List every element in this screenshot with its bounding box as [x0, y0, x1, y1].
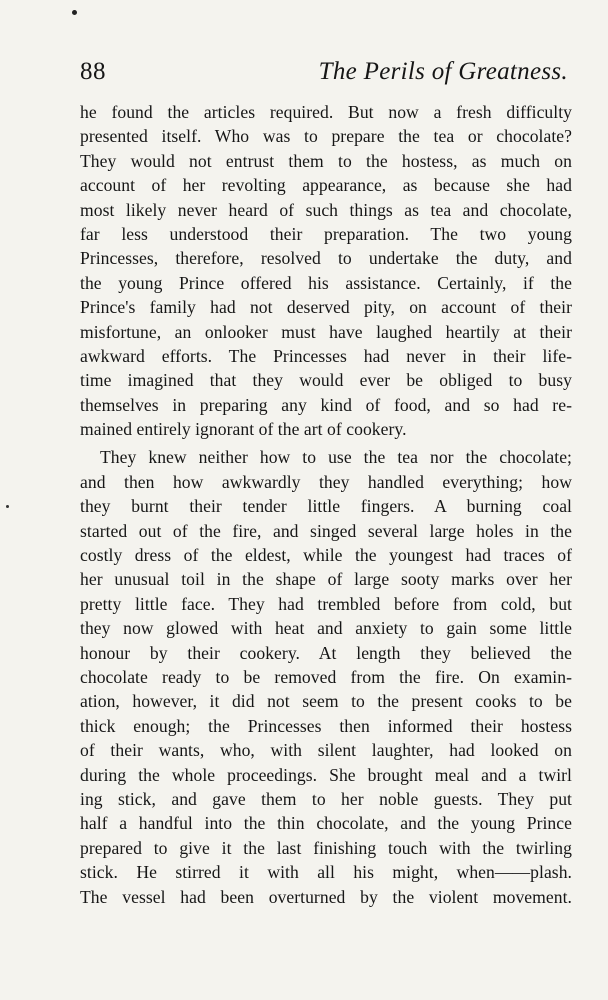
text-line: misfortune, an onlooker must have laughed heartily at their — [80, 321, 572, 342]
text-line: account of her revolting appearance, as because she had — [80, 175, 572, 196]
text-line: and then how awkwardly they handled everything; how — [80, 471, 572, 492]
text-line: half a handful into the thin chocolate, and the young Prince — [80, 813, 572, 834]
text-line: Princesses, therefore, resolved to undertake the duty, and — [80, 248, 572, 269]
text-line: ing stick, and gave them to her noble guests. They put — [80, 788, 572, 809]
text-line: they burnt their tender little fingers. A burning coal — [80, 496, 572, 517]
paragraph-2 — [80, 445, 572, 908]
body-text — [80, 100, 572, 909]
text-line: he found the articles required. But now a fresh difficulty — [80, 102, 572, 122]
paragraph-1 — [80, 100, 572, 441]
text-line: mained entirely ignorant of the art of cookery. — [80, 419, 407, 440]
text-line: stick. He stirred it with all his might, when——plash. — [80, 862, 572, 883]
margin-mark — [6, 505, 9, 508]
text-line: costly dress of the eldest, while the youngest had traces of — [80, 545, 572, 566]
text-line: her unusual toil in the shape of large sooty marks over her — [80, 569, 572, 590]
text-line: ation, however, it did not seem to the present cooks to be — [80, 691, 572, 712]
text-line: They would not entrust them to the hostess, as much on — [80, 150, 572, 171]
text-line: awkward efforts. The Princesses had never in their life- — [80, 345, 572, 366]
text-line: Prince's family had not deserved pity, on account of their — [80, 297, 572, 318]
text-line: themselves in preparing any kind of food, and so had re- — [80, 394, 572, 415]
text-line: chocolate ready to be removed from the fire. On examin- — [80, 666, 572, 687]
text-line: the young Prince offered his assistance. Certainly, if the — [80, 272, 572, 293]
running-title: The Perils of Greatness. — [318, 58, 568, 85]
text-line: far less understood their preparation. The two young — [80, 223, 572, 244]
page-header — [80, 56, 572, 88]
text-line: They knew neither how to use the tea nor the chocolate; — [100, 447, 572, 468]
text-line: during the whole proceedings. She brought meal and a twirl — [80, 764, 572, 785]
text-line: The vessel had been overturned by the violent movement. — [80, 886, 572, 907]
text-line: most likely never heard of such things as tea and chocolate, — [80, 199, 572, 220]
text-line: prepared to give it the last finishing touch with the twirling — [80, 837, 572, 858]
text-line: presented itself. Who was to prepare the tea or chocolate? — [80, 126, 572, 147]
text-line: started out of the fire, and singed several large holes in the — [80, 520, 572, 541]
text-line: pretty little face. They had trembled before from cold, but — [80, 593, 572, 614]
text-line: time imagined that they would ever be obliged to busy — [80, 370, 572, 391]
text-line: they now glowed with heat and anxiety to gain some little — [80, 618, 572, 639]
text-line: of their wants, who, with silent laughter, had looked on — [80, 740, 572, 761]
ink-speck — [72, 10, 77, 15]
page-number: 88 — [80, 58, 106, 85]
text-line: thick enough; the Princesses then informed their hostess — [80, 715, 572, 736]
text-line: honour by their cookery. At length they believed the — [80, 642, 572, 663]
